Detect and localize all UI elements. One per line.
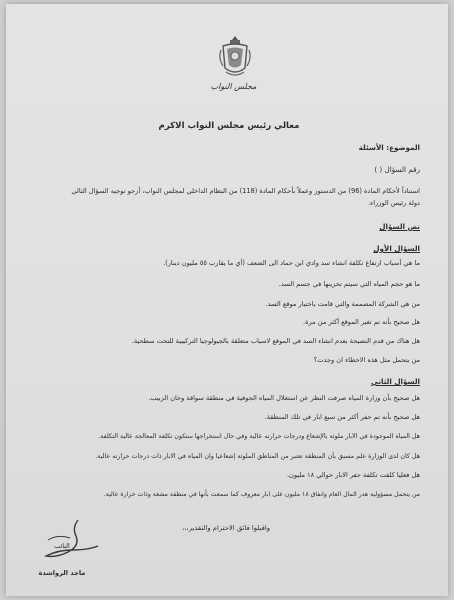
section-heading: نص السؤال <box>379 222 420 231</box>
q2-item: من يتحمل مسؤولية هدر المال العام وانفاق ١٨ مليون على ابار معروف كما سمعت بأنها في منطقة مشعة وذات حرارة عالية. <box>103 491 420 498</box>
q1-item: من هي الشركة المصممة والتي قامت باختيار موقع السد. <box>265 300 420 308</box>
q1-item: هل هناك من قدم النصيحة بعدم انشاء السد في الموقع لاسباب متعلقة بالجيولوجيا التركيبية للتحت سطحية. <box>131 337 420 345</box>
q2-item: هل فعليا كلفت تكلفة حفر الابار حوالي ١٨ مليون. <box>286 471 420 479</box>
institution-name: مجلس النواب <box>210 82 257 91</box>
question-number: رقم السؤال ( ) <box>374 165 420 174</box>
signatory-name: ماجد الرواشدة <box>38 569 86 577</box>
closing-line: واقبلوا فائق الاحترام والتقدير،،، <box>182 524 270 532</box>
addressee-title: معالي رئيس مجلس النواب الاكرم <box>158 121 300 131</box>
q1-item: ما هي أسباب ارتفاع تكلفة انشاء سد وادي ابن حماد الى الضعف (أي ما يقارب ٥٥ مليون دينار). <box>163 259 420 267</box>
q2-item: هل صحيح بأن وزارة المياه صرفت النظر عن استغلال المياه الجوفية في منطقة سواقة وخان الزبيب. <box>148 394 420 402</box>
q2-heading: السؤال الثاني <box>371 377 420 386</box>
q2-item: هل كان لدى الوزارة علم مسبق بأن المنطقة تعتبر من المناطق الملوثة إشعاعيا وان المياه في الابار ذات درجات حرارته عالية. <box>95 453 420 460</box>
q1-item: هل صحيح بأنه تم تغير الموقع أكثر من مرة. <box>302 318 420 326</box>
q1-heading: السؤال الأول <box>373 244 420 253</box>
intro-line-1: استناداً لأحكام المادة (96) من الدستور وعملاً بأحكام المادة (118) من النظام الداخلي لمجلس النواب، أرجو توجيه السؤال التالي <box>71 187 420 195</box>
q1-item: من يتحمل مثل هذه الاخطاء ان وجدت؟ <box>313 356 420 364</box>
signatory-role: النائب <box>54 542 70 550</box>
q1-item: ما هو حجم المياه التي سيتم تخزينها في جسم السد. <box>278 280 420 288</box>
document-page <box>6 4 448 596</box>
coat-of-arms-emblem <box>217 34 253 80</box>
q2-item: هل المياه الموجودة في الابار ملوثة بالإشعاع ودرجات حرارته عالية وفي حال استخراجها ستكون تكلفة المعالجة عالية التكلفة. <box>98 433 420 440</box>
q2-item: هل صحيح بأنه تم حفر أكثر من سبع ابار في تلك المنطقة. <box>264 413 420 421</box>
subject-line: الموضوع: الأسئلة <box>358 143 420 152</box>
intro-line-2: دولة رئيس الوزراء. <box>368 199 420 207</box>
